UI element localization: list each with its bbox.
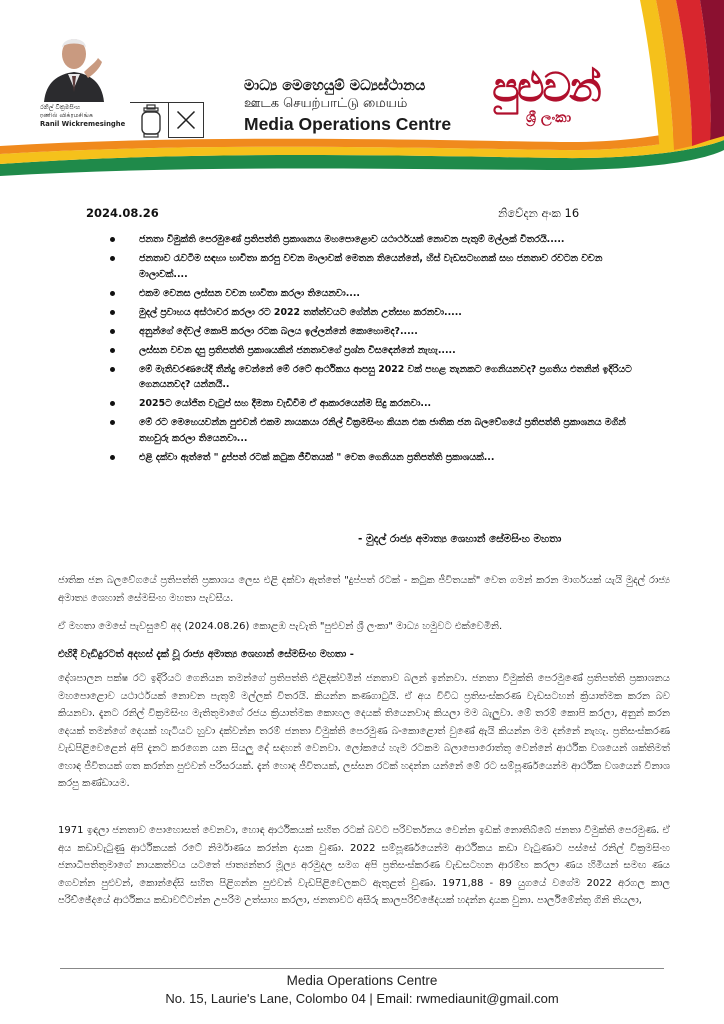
politician-name-ta: ரணில் விக்ரமசிங்க xyxy=(40,112,93,119)
body-paragraph: 1971 ඉඳලා ජනතාව පොහොසත් වෙනවා, හොඳ ආර්ථිකයක් සහිත රටක් බවට පරිවර්තනය වෙන්න ඉඩක් නොතිබ්බේ ජනතා විමුක්ති පෙරමුණ. ඒ අය කඩාවැටුණු ආර්ථිකයක් රටේ නිර්මාණය කරන්න දායක වුණා. 2022 සම්පූර්ණයෙන්ම ආර්ථිකය කඩා වැටුණාට පස්සේ රනිල් වික්‍රමසිංහ ජනාධිපතිතුමාගේ නායකත්වය යටතේ ජාත්‍යන්තර මූල්‍ය අරමුදල සමග අපි ප්‍රතිසංස්කරණ වැඩසටහන ආරම්භ කරලා ණය හිමියන් සමඟ ණය ගෙවන්න පුළුවන්, කොන්දේසි සහිත පිළිගන්න පුළුවන් වැඩපිළිවෙලකට ඇතුළත් වුණා. 1971,88 - 89 යුගයේ වගේම 2022 අරගල කාල පරිච්ඡේදයේ ආර්ථිකය කඩාවට්ටන්න උපරිම උත්සාහ කරලා, ජනතාවට අසීරු කාලපරිච්ඡේදයක් හදන්න දායක වුනා. පාර්ලිමේන්තු ගිනි තියලා, xyxy=(58,825,670,906)
bullet-icon xyxy=(110,237,115,242)
bullet-icon xyxy=(110,329,115,334)
bullet-icon xyxy=(110,348,115,353)
footer-org-name: Media Operations Centre xyxy=(286,973,438,988)
list-item: මේ රට මෙහෙයවන්න පුළුවන් එකම නායකයා රනිල් වික්‍රමසිංහ කියන එක ජාතික ජන බලවේගයේ ප්‍රතිපත්ති ප්‍රකාශනය මගින් තහවුරු කරලා තියෙනවා... xyxy=(110,415,650,446)
moc-title-en: Media Operations Centre xyxy=(244,114,452,134)
list-item: මුදල් ප්‍රවාහය අස්ථාවර කරලා රට 2022 තත්ත්වයට ගේන්න උත්සහ කරනවා..... xyxy=(110,305,650,321)
key-points-list xyxy=(110,232,650,469)
bullet-icon xyxy=(110,291,115,296)
politician-name-si: රනිල් වික්‍රමසිංහ xyxy=(40,104,81,111)
speaker-attribution: - මුදල් රාජ්‍ය අමාත්‍ය ශෙහාන් සේමසිංහ මහතා xyxy=(358,533,562,545)
body-paragraph: ඒ මහතා මෙසේ පැවසුවේ අද (2024.08.26) කොළඹ පැවැති "පුළුවන් ශ්‍රී ලංකා" මාධ්‍ය හමුවට එක්වෙමිනි. xyxy=(58,621,503,632)
cross-mark-icon xyxy=(169,103,203,137)
gas-cylinder-icon xyxy=(138,103,164,139)
bullet-icon xyxy=(110,367,115,372)
footer xyxy=(0,973,724,1006)
bullet-icon xyxy=(110,455,115,460)
list-item: ලස්සන වචන දාපු ප්‍රතිපත්ති ප්‍රකාශයකින් ජනතාවගේ ප්‍රශ්න විසඳෙන්නේ නැහැ..... xyxy=(110,343,650,359)
bullet-icon xyxy=(110,420,115,425)
body-paragraph: ජාතික ජන බලවේගයේ ප්‍රතිපත්ති ප්‍රකාශය ලෙස එළි දක්වා ඇත්තේ "දුප්පත් රටක් - කටුක ජීවිතයක්" වෙත ගමන් කරන මාර්ගයක් යැයි මුදල් රාජ්‍ය අමාත්‍ය ශෙහාන් සේමසිංහ මහතා පැවසීය. xyxy=(58,575,670,604)
list-item: එළි දක්වා ඇත්තේ " දුප්පත් රටක් කටුක ජීවිතයක් " වෙත ගෙනියන ප්‍රතිපත්ති ප්‍රකාශයක්... xyxy=(110,450,650,466)
release-date: 2024.08.26 xyxy=(86,206,159,220)
bullet-icon xyxy=(110,310,115,315)
moc-title-block xyxy=(244,78,451,135)
politician-name-en: Ranil Wickremesinghe xyxy=(40,120,126,128)
list-item: අනුන්ගේ දේවල් කොපි කරලා රටක බලය ඉල්ලන්නේ කොහොමද?..... xyxy=(110,324,650,340)
list-item: එකම වෙනස ලස්සන වචන භාවිතා කරලා තියෙනවා.... xyxy=(110,286,650,302)
list-item: ජනතාව රැවටීම සඳහා භාවිතා කරපු වචන මාලාවක් මෙතන තියෙන්නේ, හිස් වැඩසටහනක් සහ ජනතාව රවටන වචන මාලාවක්.... xyxy=(110,251,650,282)
moc-title-si: මාධ්‍ය මෙහෙයුම් මධ්‍යස්ථානය xyxy=(244,78,426,94)
release-number: නිවේදන අංක 16 xyxy=(498,206,580,220)
bullet-icon xyxy=(110,256,115,261)
puluwan-logo xyxy=(486,66,606,126)
footer-divider xyxy=(60,968,664,969)
list-item: 2025ට යෝජිත වැටුප් සහ දීමනා වැඩිවීම ඒ ආකාරයෙන්ම සිදු කරනවා... xyxy=(110,396,650,412)
list-item: මේ මැතිවරණයේදී තීන්දු වෙන්නේ මේ රටේ ආර්ථිකය ආපසු 2022 වක් පහළ තැනකට ගෙනියනවද? ප්‍රගතිය එතනින් ඉදිරියට ගෙනයනවද? යන්නයි.. xyxy=(110,362,650,393)
body-paragraph: දේශපාලන පක්ෂ රට ඉදිරියට ගෙනියන තමන්ගේ ප්‍රතිපත්ති එළිදක්වමින් ජනතාව බලන් ඉන්නවා. ජනතා විමුක්ති පෙරමුණේ ප්‍රතිපත්ති ප්‍රකාශනය මහපොළොව යථාර්ථයක් නොවන පැතුම් මල්ලක් විතරයි. කියන්න කණගාටුයි. ඒ අය විවිධ ප්‍රතිසංස්කරණ වැඩසටහන් ක්‍රියාත්මක කරන බව කියනවා. දැනට රනිල් වික්‍රමසිංහ මැතිතුමාගේ රජය ක්‍රියාත්මක කොහල දෙයක් තියෙනවාද කියලා මම බැලුවා. මේ තරම් කොපි කරලා, අනුන් කරන දෙයක් තමන්ගේ දෙයක් හැටියට හුවා දක්වන්න තරම් ජනතා විමුක්ති පෙරමුණ බංකොළොත් වුණේ ඇයි කියන්න මම දන්නේ නැහැ. ප්‍රතිසංස්කරණ වැඩපිළිවෙළෙන් අපි දැනට කරගෙන යන සියලු දේ සඳහන් වෙනවා. ලෝකයේ හැම රටකම බලාපොරොත්තු වෙන්නේ ආර්ථික වශයෙන් ශක්තිමත් හොඳ ජීවිතයක් ගත කරන්න පුළුවන් පරිසරයක්. දැන් හොඳ ජීවිතයක්, ලස්සන රටක් හදන්න යන්නේ මේ රට සම්පූර්ණයෙන්ම ආර්ථික වශයෙන් විනාශ කරපු කණ්ඩායම. xyxy=(58,673,670,789)
list-item: ජනතා විමුක්ති පෙරමුණේ ප්‍රතිපත්ති ප්‍රකාශනය මහපොළොව යථාර්ථයක් නොවන පැතුම් මල්ලක් විතරයි..... xyxy=(110,232,650,248)
ballot-box xyxy=(168,102,204,138)
politician-name-block xyxy=(40,104,130,128)
logo-main-text: පුළුවන් xyxy=(492,65,600,111)
moc-title-ta: ஊடக செயற்பாட்டு மையம் xyxy=(244,96,408,111)
politician-photo xyxy=(40,18,108,102)
footer-contact: No. 15, Laurie's Lane, Colombo 04 | Email: rwmediaunit@gmail.com xyxy=(165,991,559,1006)
bullet-icon xyxy=(110,401,115,406)
logo-sub-text: ශ්‍රී ලංකා xyxy=(526,110,572,126)
body-paragraph: එහිදී වැඩිදුරටත් අදහස් දැක් වූ රාජ්‍ය අමාත්‍ය ශෙහාන් සේමසිංහ මහතා - xyxy=(58,649,354,660)
